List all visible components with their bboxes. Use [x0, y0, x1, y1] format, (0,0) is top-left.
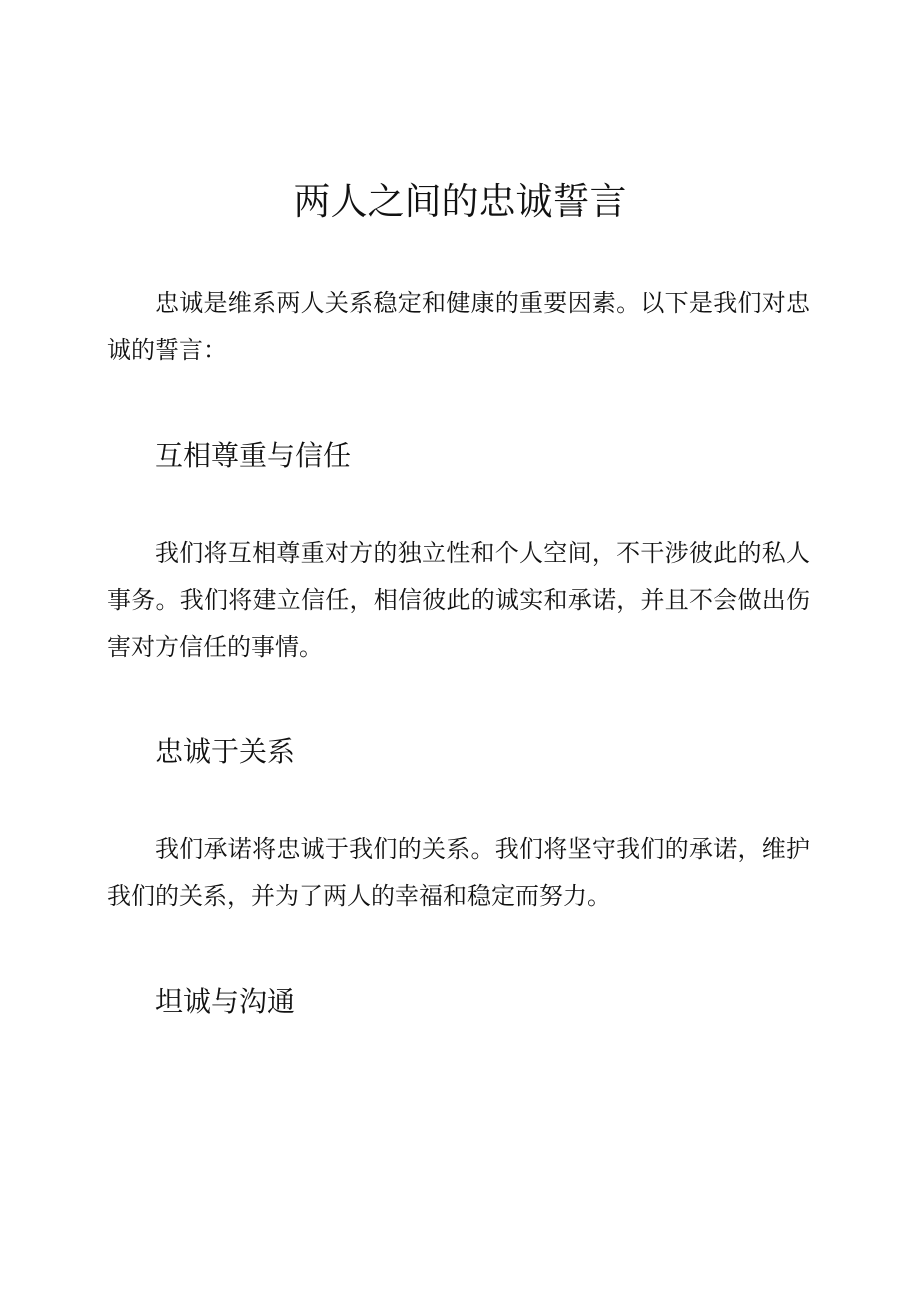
page-title: 两人之间的忠诚誓言: [293, 180, 627, 223]
section-heading-honesty-communication: 坦诚与沟通: [155, 985, 296, 1018]
intro-paragraph: 忠诚是维系两人关系稳定和健康的重要因素。以下是我们对忠诚的誓言：: [107, 289, 810, 364]
section-heading-respect-trust: 互相尊重与信任: [155, 439, 352, 472]
section-body-loyalty: 我们承诺将忠诚于我们的关系。我们将坚守我们的承诺，维护我们的关系，并为了两人的幸福和稳定而努力。: [107, 835, 810, 910]
section-heading-loyalty: 忠诚于关系: [155, 735, 296, 768]
section-body-respect-trust: 我们将互相尊重对方的独立性和个人空间，不干涉彼此的私人事务。我们将建立信任，相信彼此的诚实和承诺，并且不会做出伤害对方信任的事情。: [107, 539, 810, 661]
